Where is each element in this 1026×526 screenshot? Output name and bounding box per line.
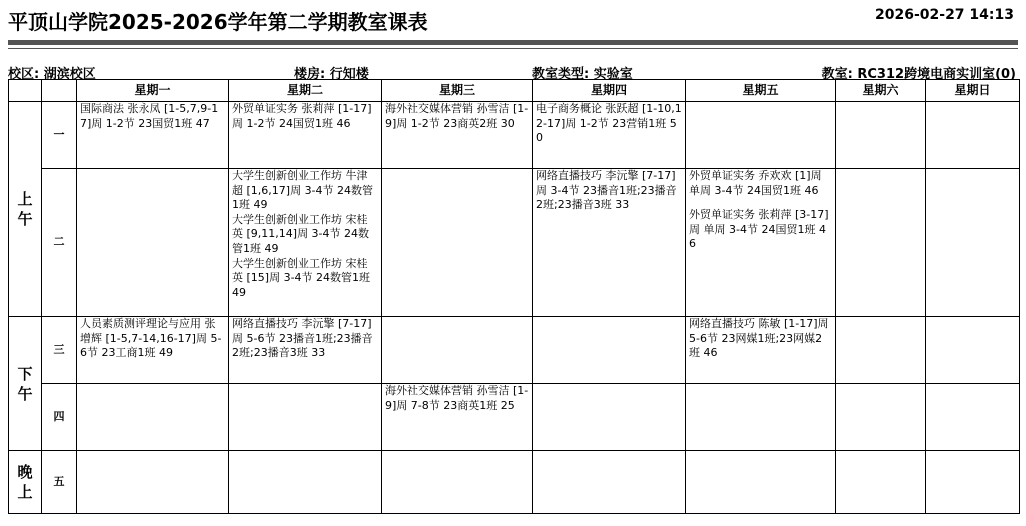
building-label: 楼房: 行知楼 [294,67,369,82]
page-title: 平顶山学院2025-2026学年第二学期教室课表 [8,10,428,34]
printed-timestamp: 2026-02-27 14:13 [875,7,1014,23]
course-entry: 海外社交媒体营销 孙雪洁 [1-9]周 1-2节 23商英2班 30 [385,102,529,130]
course-entry: 海外社交媒体营销 孙雪洁 [1-9]周 7-8节 23商英1班 25 [385,384,529,412]
period-number-1: 一 [42,102,77,169]
cell-r1-sun [926,102,1020,169]
cell-r3-sun [926,317,1020,384]
day-header-sat: 星期六 [836,80,926,102]
course-entry: 网络直播技巧 李沅擎 [7-17]周 5-6节 23播音1班;23播音2班;23播音3班 33 [232,317,373,360]
course-entry: 大学生创新创业工作坊 宋桂英 [9,11,14]周 3-4节 24数管1班 49 [232,212,370,255]
room-label: 教室: RC312跨境电商实训室(0) [821,67,1016,82]
day-header-sun: 星期日 [926,80,1020,102]
cell-r3-fri [686,317,836,384]
cell-r4-thu [533,384,686,451]
course-entry: 外贸单证实务 乔欢欢 [1]周 单周 3-4节 24国贸1班 46 [689,169,822,197]
cell-r5-tue [229,451,382,514]
course-entry: 电子商务概论 张跃超 [1-10,12-17]周 1-2节 23营销1班 50 [536,102,682,145]
timetable-row-2 [9,169,1020,317]
course-entry: 外贸单证实务 张莉萍 [1-17]周 1-2节 24国贸1班 46 [232,102,372,130]
cell-r3-mon [77,317,229,384]
cell-r3-tue [229,317,382,384]
cell-r1-sat [836,102,926,169]
timetable-row-3 [9,317,1020,384]
header-divider-thin [8,48,1018,49]
cell-r3-thu [533,317,686,384]
day-header-fri: 星期五 [686,80,836,102]
campus-label: 校区: 湖滨校区 [8,67,96,82]
cell-r5-mon [77,451,229,514]
cell-r5-fri [686,451,836,514]
course-entry: 网络直播技巧 李沅擎 [7-17]周 3-4节 23播音1班;23播音2班;23播音3班 33 [536,169,677,212]
timetable-row-5 [9,451,1020,514]
corner-cell-2 [42,80,77,102]
header-divider-thick [8,40,1018,45]
cell-r2-wed [382,169,533,317]
course-entry: 大学生创新创业工作坊 宋桂英 [15]周 3-4节 24数管1班 49 [232,256,371,299]
timetable [8,79,1020,514]
cell-r4-sun [926,384,1020,451]
period-afternoon [9,317,42,451]
timetable-row-4 [9,384,1020,451]
period-morning-label: 上午 [17,190,33,228]
cell-r4-fri [686,384,836,451]
room-type-label: 教室类型: 实验室 [532,67,633,82]
day-header-thu: 星期四 [533,80,686,102]
period-number-4: 四 [42,384,77,451]
course-entry: 外贸单证实务 张莉萍 [3-17]周 单周 3-4节 24国贸1班 46 [689,208,829,251]
cell-r4-mon [77,384,229,451]
cell-r1-wed [382,102,533,169]
period-afternoon-label: 下午 [17,364,33,403]
cell-r1-fri [686,102,836,169]
course-entry: 国际商法 张永凤 [1-5,7,9-17]周 1-2节 23国贸1班 47 [80,102,219,130]
cell-r5-sat [836,451,926,514]
course-entry: 人员素质测评理论与应用 张增辉 [1-5,7-14,16-17]周 5-6节 23工商1班 49 [80,317,222,360]
cell-r2-fri [686,169,836,317]
corner-cell [9,80,42,102]
cell-r5-thu [533,451,686,514]
cell-r4-wed [382,384,533,451]
cell-r1-thu [533,102,686,169]
cell-r2-tue [229,169,382,317]
timetable-row-1 [9,102,1020,169]
cell-r2-mon [77,169,229,317]
day-header-mon: 星期一 [77,80,229,102]
cell-r2-thu [533,169,686,317]
cell-r5-sun [926,451,1020,514]
cell-r1-mon [77,102,229,169]
period-morning [9,102,42,317]
cell-r2-sat [836,169,926,317]
cell-r3-wed [382,317,533,384]
day-header-wed: 星期三 [382,80,533,102]
period-number-3: 三 [42,317,77,384]
cell-r5-wed [382,451,533,514]
header-row [9,80,1020,102]
period-number-5: 五 [42,451,77,514]
cell-r2-sun [926,169,1020,317]
day-header-tue: 星期二 [229,80,382,102]
cell-r4-sat [836,384,926,451]
period-evening [9,451,42,514]
period-evening-label: 晚上 [17,463,33,501]
cell-r1-tue [229,102,382,169]
course-entry: 网络直播技巧 陈敏 [1-17]周 5-6节 23网媒1班;23网媒2班 46 [689,317,829,360]
cell-r4-tue [229,384,382,451]
cell-r3-sat [836,317,926,384]
course-entry: 大学生创新创业工作坊 牛津超 [1,6,17]周 3-4节 24数管1班 49 [232,169,374,212]
period-number-2: 二 [42,169,77,317]
